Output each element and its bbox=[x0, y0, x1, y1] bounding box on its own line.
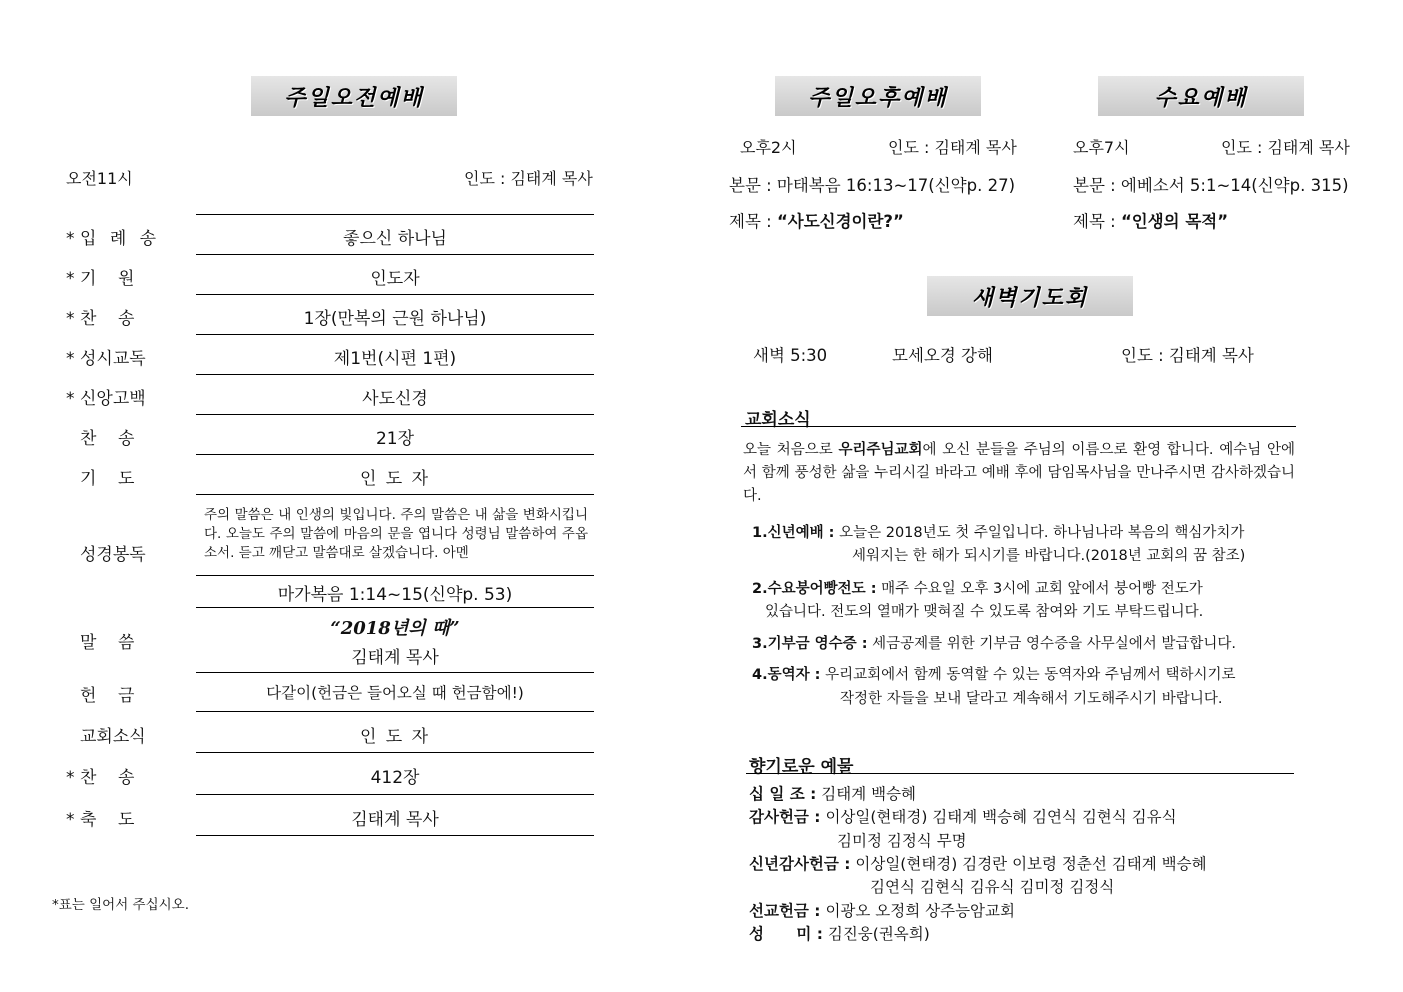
order-value: 제1번(시편 1편) bbox=[333, 349, 457, 369]
order-value: 1장(만복의 근원 하나님) bbox=[303, 309, 487, 329]
sermon-preacher: 김태계 목사 bbox=[351, 648, 439, 668]
church-news-heading: 교회소식 bbox=[745, 410, 811, 430]
order-label: 헌 금 bbox=[80, 686, 135, 706]
order-value: 412장 bbox=[370, 768, 420, 788]
order-label: * 기 원 bbox=[66, 269, 135, 289]
afternoon-text: 본문 : 마태복음 16:13~17(신약p. 27) bbox=[729, 176, 1016, 195]
wednesday-subject-title: “인생의 목적” bbox=[1120, 212, 1229, 231]
table-divider bbox=[196, 454, 594, 455]
sermon-label: 말 씀 bbox=[80, 633, 135, 653]
offering-row-cont: 김미정 김정식 무명 bbox=[837, 832, 967, 850]
dawn-prayer-title: 새벽기도회 bbox=[927, 276, 1133, 316]
order-label: * 축 도 bbox=[66, 810, 135, 830]
offering-row-cont: 김연식 김현식 김유식 김미정 김정식 bbox=[870, 878, 1115, 896]
table-divider bbox=[196, 711, 594, 712]
afternoon-subject: 제목 : “사도신경이란?” bbox=[729, 212, 904, 231]
scripture-label: 성경봉독 bbox=[80, 545, 146, 565]
afternoon-service-title: 주일오후예배 bbox=[775, 76, 981, 116]
afternoon-subject-title: “사도신경이란?” bbox=[776, 212, 904, 231]
table-divider bbox=[196, 672, 594, 673]
order-label: * 성시교독 bbox=[66, 349, 146, 369]
morning-service-time: 오전11시 bbox=[66, 169, 133, 188]
offering-row: 십 일 조 : 김태계 백승혜 bbox=[749, 785, 917, 803]
sermon-title: “2018년의 때” bbox=[330, 618, 460, 639]
standing-mark: * bbox=[66, 269, 75, 289]
welcome-text: 오늘 처음으로 우리주님교회에 오신 분들을 주님의 이름으로 환영 합니다. 예수님 안에서 함께 풍성한 삶을 누리시길 바라고 예배 후에 담임목사님을 만나주시면 감사하겠습니다. bbox=[743, 442, 1295, 504]
wednesday-text: 본문 : 에베소서 5:1~14(신약p. 315) bbox=[1073, 176, 1349, 195]
offering-row: 감사헌금 : 이상일(현태경) 김태계 백승혜 김연식 김현식 김유식 bbox=[749, 808, 1177, 826]
standing-mark: * bbox=[66, 810, 75, 830]
news-item: 1.신년예배 : 오늘은 2018년도 첫 주일입니다. 하나님나라 복음의 핵심가치가 bbox=[752, 525, 1245, 541]
morning-service-title: 주일오전예배 bbox=[251, 76, 457, 116]
standing-mark: * bbox=[66, 389, 75, 409]
scripture-reference: 마가복음 1:14~15(신약p. 53) bbox=[277, 585, 513, 605]
wednesday-service-title: 수요예배 bbox=[1098, 76, 1304, 116]
offering-heading: 향기로운 예물 bbox=[749, 757, 854, 777]
order-value: 인도자 bbox=[370, 269, 420, 289]
dawn-content: 모세오경 강해 bbox=[892, 346, 993, 365]
scripture-prayer-text: 주의 말씀은 내 인생의 빛입니다. 주의 말씀은 내 삶을 변화시킵니다. 오늘도 주의 말씀에 마음의 문을 엽니다 성령님 말씀하여 주옵소서. 듣고 깨닫고 말씀대로 살겠습니다. 아멘 bbox=[204, 507, 588, 561]
news-item: 4.동역자 : 우리교회에서 함께 동역할 수 있는 동역자와 주님께서 택하시기로 bbox=[752, 667, 1236, 683]
table-divider bbox=[196, 414, 594, 415]
dawn-time: 새벽 5:30 bbox=[753, 346, 828, 365]
table-divider bbox=[196, 575, 594, 576]
table-divider bbox=[196, 494, 594, 495]
order-label: * 찬 송 bbox=[66, 768, 135, 788]
order-value: 21장 bbox=[375, 429, 415, 449]
standing-footnote: *표는 일어서 주십시오. bbox=[52, 897, 189, 913]
afternoon-time: 오후2시 bbox=[740, 138, 797, 157]
order-value: 사도신경 bbox=[362, 389, 428, 409]
table-divider bbox=[196, 374, 594, 375]
offering-row: 성 미 : 김진웅(권옥희) bbox=[749, 925, 930, 943]
order-value: 좋으신 하나님 bbox=[343, 229, 447, 249]
order-label: 찬 송 bbox=[80, 429, 135, 449]
wednesday-time: 오후7시 bbox=[1073, 138, 1130, 157]
table-divider bbox=[196, 334, 594, 335]
dawn-leader: 인도 : 김태계 목사 bbox=[1121, 346, 1254, 365]
news-item-cont: 작정한 자들을 보내 달라고 계속해서 기도해주시기 바랍니다. bbox=[840, 691, 1223, 707]
order-value: 다같이(헌금은 들어오실 때 헌금함에!) bbox=[266, 684, 524, 702]
section-divider bbox=[741, 426, 1296, 427]
table-divider bbox=[196, 835, 594, 836]
table-divider bbox=[196, 752, 594, 753]
order-value: 인 도 자 bbox=[359, 727, 431, 747]
news-item-cont: 세워지는 한 해가 되시기를 바랍니다.(2018년 교회의 꿈 참조) bbox=[852, 548, 1246, 564]
morning-service-leader: 인도 : 김태계 목사 bbox=[464, 169, 593, 188]
table-divider bbox=[196, 607, 594, 608]
order-label: 교회소식 bbox=[80, 727, 146, 747]
table-divider bbox=[196, 254, 594, 255]
order-value: 김태계 목사 bbox=[351, 810, 439, 830]
order-label: 기 도 bbox=[80, 469, 135, 489]
wednesday-subject: 제목 : “인생의 목적” bbox=[1073, 212, 1229, 231]
section-divider bbox=[746, 773, 1294, 774]
wednesday-leader: 인도 : 김태계 목사 bbox=[1221, 138, 1350, 157]
news-item-cont: 있습니다. 전도의 열매가 맺혀질 수 있도록 참여와 기도 부탁드립니다. bbox=[765, 604, 1204, 620]
offering-row: 신년감사헌금 : 이상일(현태경) 김경란 이보령 정춘선 김태계 백승혜 bbox=[749, 855, 1207, 873]
order-label: * 입 례 송 bbox=[66, 229, 161, 249]
order-value: 인 도 자 bbox=[359, 469, 431, 489]
offering-row: 선교헌금 : 이광오 오정희 상주능암교회 bbox=[749, 902, 1015, 920]
afternoon-leader: 인도 : 김태계 목사 bbox=[888, 138, 1017, 157]
news-item: 2.수요붕어빵전도 : 매주 수요일 오후 3시에 교회 앞에서 붕어빵 전도가 bbox=[752, 581, 1203, 597]
order-label: * 신앙고백 bbox=[66, 389, 146, 409]
table-divider bbox=[196, 794, 594, 795]
standing-mark: * bbox=[66, 309, 75, 329]
standing-mark: * bbox=[66, 349, 75, 369]
news-item: 3.기부금 영수증 : 세금공제를 위한 기부금 영수증을 사무실에서 발급합니다. bbox=[752, 636, 1236, 652]
order-label: * 찬 송 bbox=[66, 309, 135, 329]
standing-mark: * bbox=[66, 768, 75, 788]
table-divider bbox=[196, 214, 594, 215]
table-divider bbox=[196, 294, 594, 295]
standing-mark: * bbox=[66, 229, 75, 249]
